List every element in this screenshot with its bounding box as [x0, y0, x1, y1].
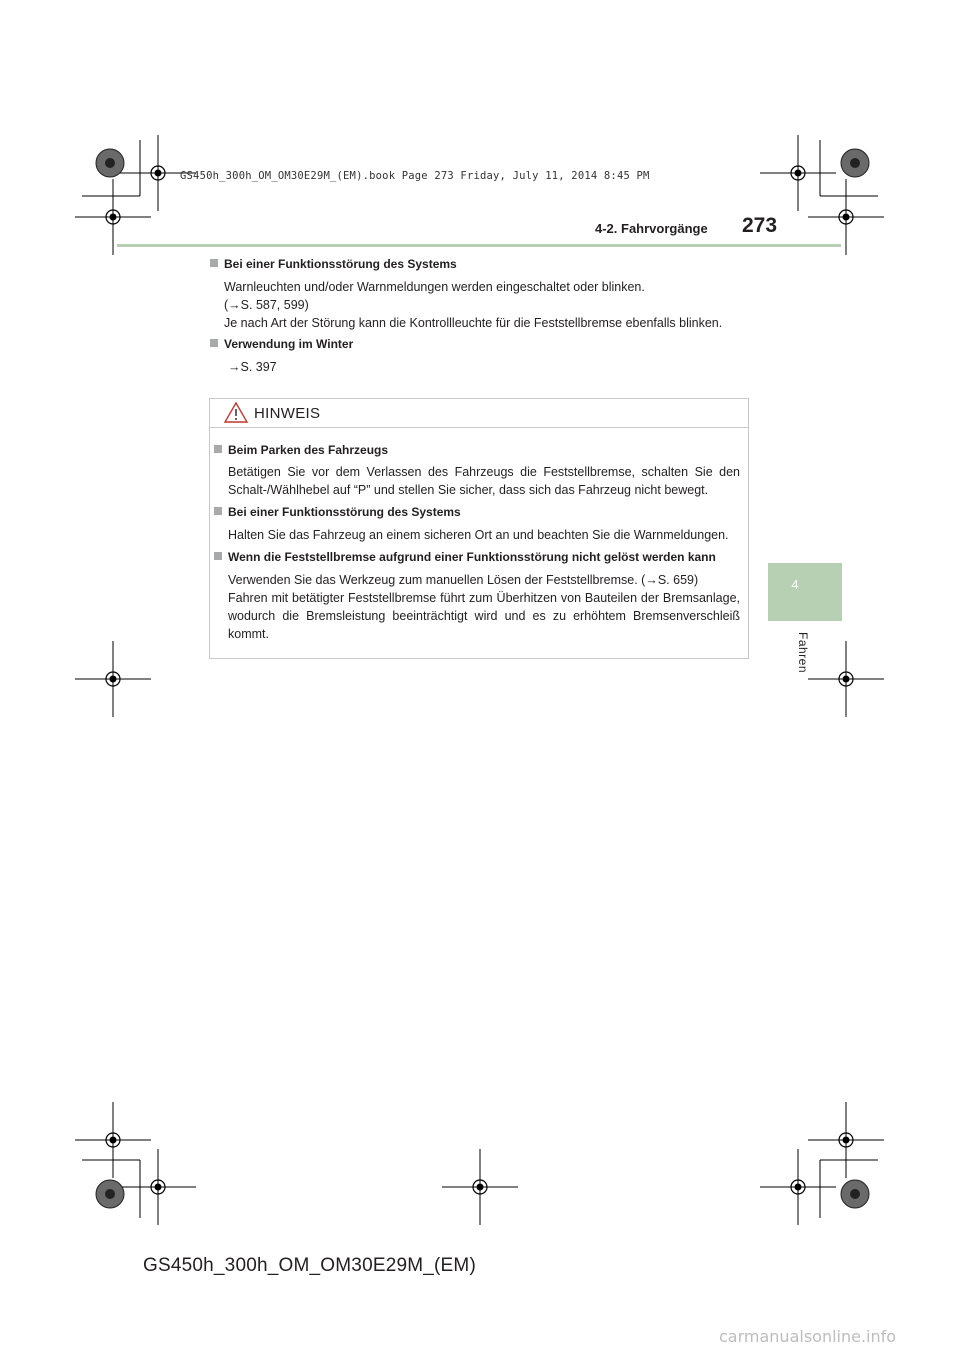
- notice-item-text: Betätigen Sie vor dem Verlassen des Fahrzeugs die Feststellbremse, schalten Sie den Schalt-/Wählhebel auf “P” und stellen Sie sicher, dass sich das Fahrzeug nicht bewegt.: [228, 465, 740, 497]
- page-reference: →S. 397: [228, 360, 277, 374]
- bullet-square-icon: [210, 259, 218, 267]
- notice-item-heading-text: Beim Parken des Fahrzeugs: [228, 443, 389, 457]
- chapter-number: 4: [791, 577, 799, 592]
- notice-item-heading-text: Wenn die Feststellbremse aufgrund einer Funktionsstörung nicht gelöst werden kann: [228, 550, 716, 564]
- notice-title: HINWEIS: [254, 405, 321, 422]
- notice-item-heading: [214, 550, 716, 564]
- bullet-square-icon: [214, 445, 222, 453]
- header-section-title: 4-2. Fahrvorgänge: [595, 221, 708, 236]
- print-info-line: GS450h_300h_OM_OM30E29M_(EM).book Page 273 Friday, July 11, 2014 8:45 PM: [180, 170, 650, 182]
- notice-item-text: Halten Sie das Fahrzeug an einem sicheren Ort an und beachten Sie die Warnmeldungen.: [228, 528, 729, 542]
- section-heading: [210, 337, 353, 351]
- bullet-square-icon: [214, 552, 222, 560]
- section-body: [224, 278, 722, 332]
- section-heading: [210, 257, 457, 271]
- notice-item-heading: [214, 505, 461, 519]
- footer-document-code: GS450h_300h_OM_OM30E29M_(EM): [143, 1255, 476, 1276]
- body-line: Warnleuchten und/oder Warnmeldungen werden eingeschaltet oder blinken.: [224, 280, 645, 294]
- bullet-square-icon: [214, 507, 222, 515]
- notice-item-text: Verwenden Sie das Werkzeug zum manuellen Lösen der Feststellbremse. (→S. 659): [228, 573, 699, 587]
- watermark: carmanualsonline.info: [719, 1327, 897, 1346]
- page-reference: (→S. 587, 599): [224, 298, 309, 312]
- notice-item-heading: [214, 443, 388, 457]
- body-line: Je nach Art der Störung kann die Kontrollleuchte für die Feststellbremse ebenfalls blinken.: [224, 316, 723, 330]
- notice-divider: [209, 427, 749, 428]
- warning-triangle-icon: [224, 402, 248, 423]
- bullet-square-icon: [210, 339, 218, 347]
- notice-item-heading-text: Bei einer Funktionsstörung des Systems: [228, 505, 461, 519]
- section-heading-text: Verwendung im Winter: [224, 337, 354, 351]
- notice-item-text: Fahren mit betätigter Feststellbremse führt zum Überhitzen von Bauteilen der Bremsanlage, wodurch die Bremsleistung beeinträchtigt wird und es zu erhöhtem Bremsenverschleiß kommt.: [228, 591, 740, 641]
- header-rule: [117, 244, 841, 247]
- chapter-tab: [768, 563, 842, 621]
- chapter-title: Fahren: [796, 632, 810, 674]
- section-heading-text: Bei einer Funktionsstörung des Systems: [224, 257, 457, 271]
- page-number: 273: [742, 214, 778, 237]
